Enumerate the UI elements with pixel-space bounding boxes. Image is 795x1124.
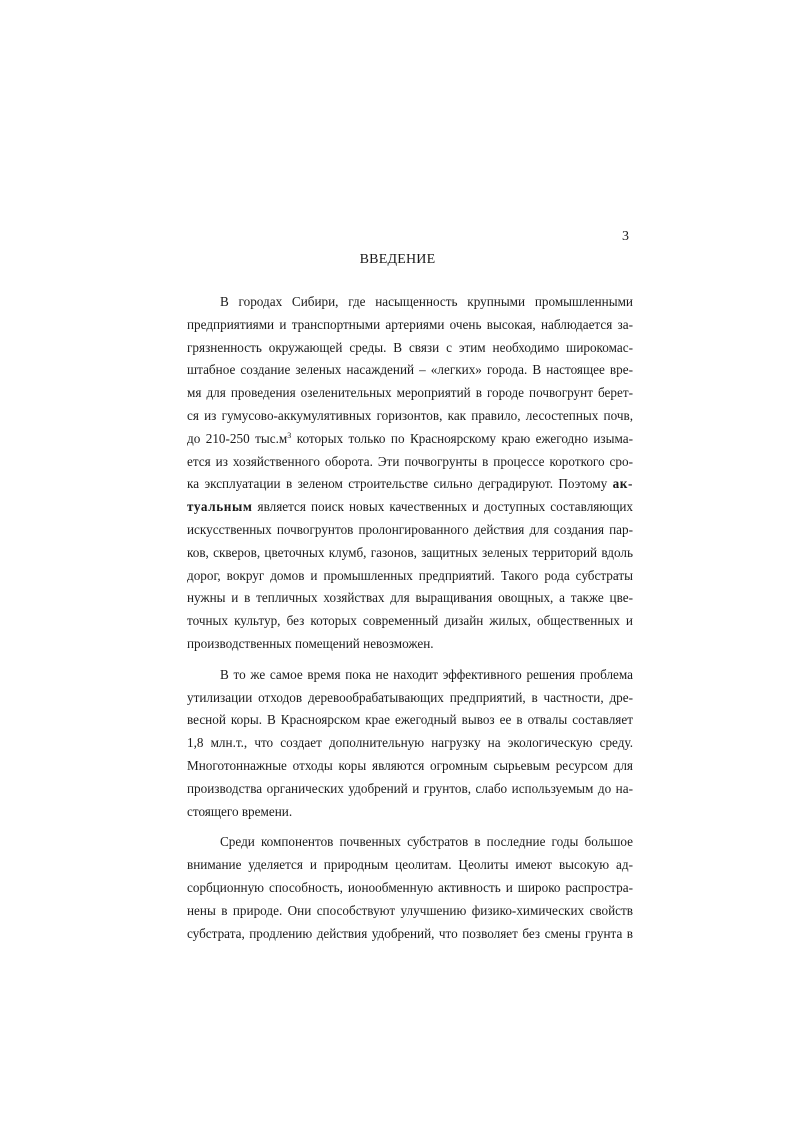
paragraph-1-line-11: искусственных почвогрунтов пролонгированного действия для создания пар-: [187, 521, 633, 537]
paragraph-2-line-6: производства органических удобрений и грунтов, слабо используемым до на-: [187, 780, 633, 796]
paragraph-1-line-1: В городах Сибири, где насыщенность крупными промышленными: [220, 294, 633, 309]
paragraph-1-line-7: [187, 428, 633, 451]
paragraph-1-line-6: ся из гумусово-аккумулятивных горизонтов, как правило, лесостепных почв,: [187, 407, 633, 423]
key-term-part-1: ак-: [612, 476, 633, 492]
volume-value: до 210-250 тыс.м: [187, 430, 288, 446]
paragraph-1-line-8: ется из хозяйственного оборота. Эти почвогрунты в процессе короткого сро-: [187, 453, 633, 469]
page-title: ВВЕДЕНИЕ: [359, 252, 436, 267]
paragraph-2-line-1: В то же самое время пока не находит эффективного решения проблема: [220, 666, 633, 682]
paragraph-1-line-9: [187, 473, 633, 496]
page-number: 3: [622, 229, 629, 244]
paragraph-1-line-13: дорог, вокруг домов и промышленных предприятий. Такого рода субстраты: [187, 567, 633, 583]
cubic-superscript: 3: [287, 430, 292, 440]
body-text: [187, 291, 633, 945]
paragraph-1-line-14: нужны и в тепличных хозяйствах для выращивания овощных, а также цве-: [187, 590, 633, 606]
paragraph-3-line-1: Среди компонентов почвенных субстратов в последние годы большое: [220, 834, 633, 850]
paragraph-1-line-10: [187, 496, 633, 519]
paragraph-1-line-4: штабное создание зеленых насаждений – «легких» города. В настоящее вре-: [187, 362, 633, 378]
paragraph-3-line-5: субстрата, продлению действия удобрений, что позволяет без смены грунта в: [187, 925, 633, 941]
paragraph-1-line-15: точных культур, без которых современный дизайн жилых, общественных и: [187, 613, 633, 629]
paragraph-1-line-2: предприятиями и транспортными артериями очень высокая, наблюдается за-: [187, 316, 633, 332]
line-7-rest: которых только по Красноярскому краю ежегодно изыма-: [291, 430, 633, 446]
paragraph-2-line-3: весной коры. В Красноярском крае ежегодный вывоз ее в отвалы составляет: [187, 712, 633, 728]
paragraph-2-line-7: стоящего времени.: [187, 803, 293, 819]
paragraph-1-line-16: производственных помещений невозможен.: [187, 635, 434, 651]
paragraph-2-line-5: Многотоннажные отходы коры являются огромным сырьевым ресурсом для: [187, 757, 633, 773]
paragraph-1-line-5: мя для проведения озеленительных мероприятий в городе почвогрунт берет-: [187, 385, 633, 401]
line-9-text: ка эксплуатации в зеленом строительстве сильно деградируют. Поэтому: [187, 476, 613, 492]
paragraph-1-line-12: ков, скверов, цветочных клумб, газонов, защитных зеленых территорий вдоль: [187, 544, 633, 560]
paragraph-2-line-2: утилизации отходов деревообрабатывающих предприятий, в частности, дре-: [187, 689, 633, 705]
key-term-part-2: туальным: [187, 499, 253, 515]
paragraph-3-line-3: сорбционную способность, ионообменную активность и широко распростра-: [187, 879, 633, 895]
paragraph-3-line-4: нены в природе. Они способствуют улучшению физико-химических свойств: [187, 902, 633, 918]
paragraph-1-line-3: грязненность окружающей среды. В связи с этим необходимо широкомас-: [187, 339, 633, 355]
line-10-rest: является поиск новых качественных и доступных составляющих: [252, 499, 633, 515]
paragraph-2-line-4: 1,8 млн.т., что создает дополнительную нагрузку на экологическую среду.: [187, 735, 633, 751]
paragraph-3-line-2: внимание уделяется и природным цеолитам. Цеолиты имеют высокую ад-: [187, 857, 633, 873]
